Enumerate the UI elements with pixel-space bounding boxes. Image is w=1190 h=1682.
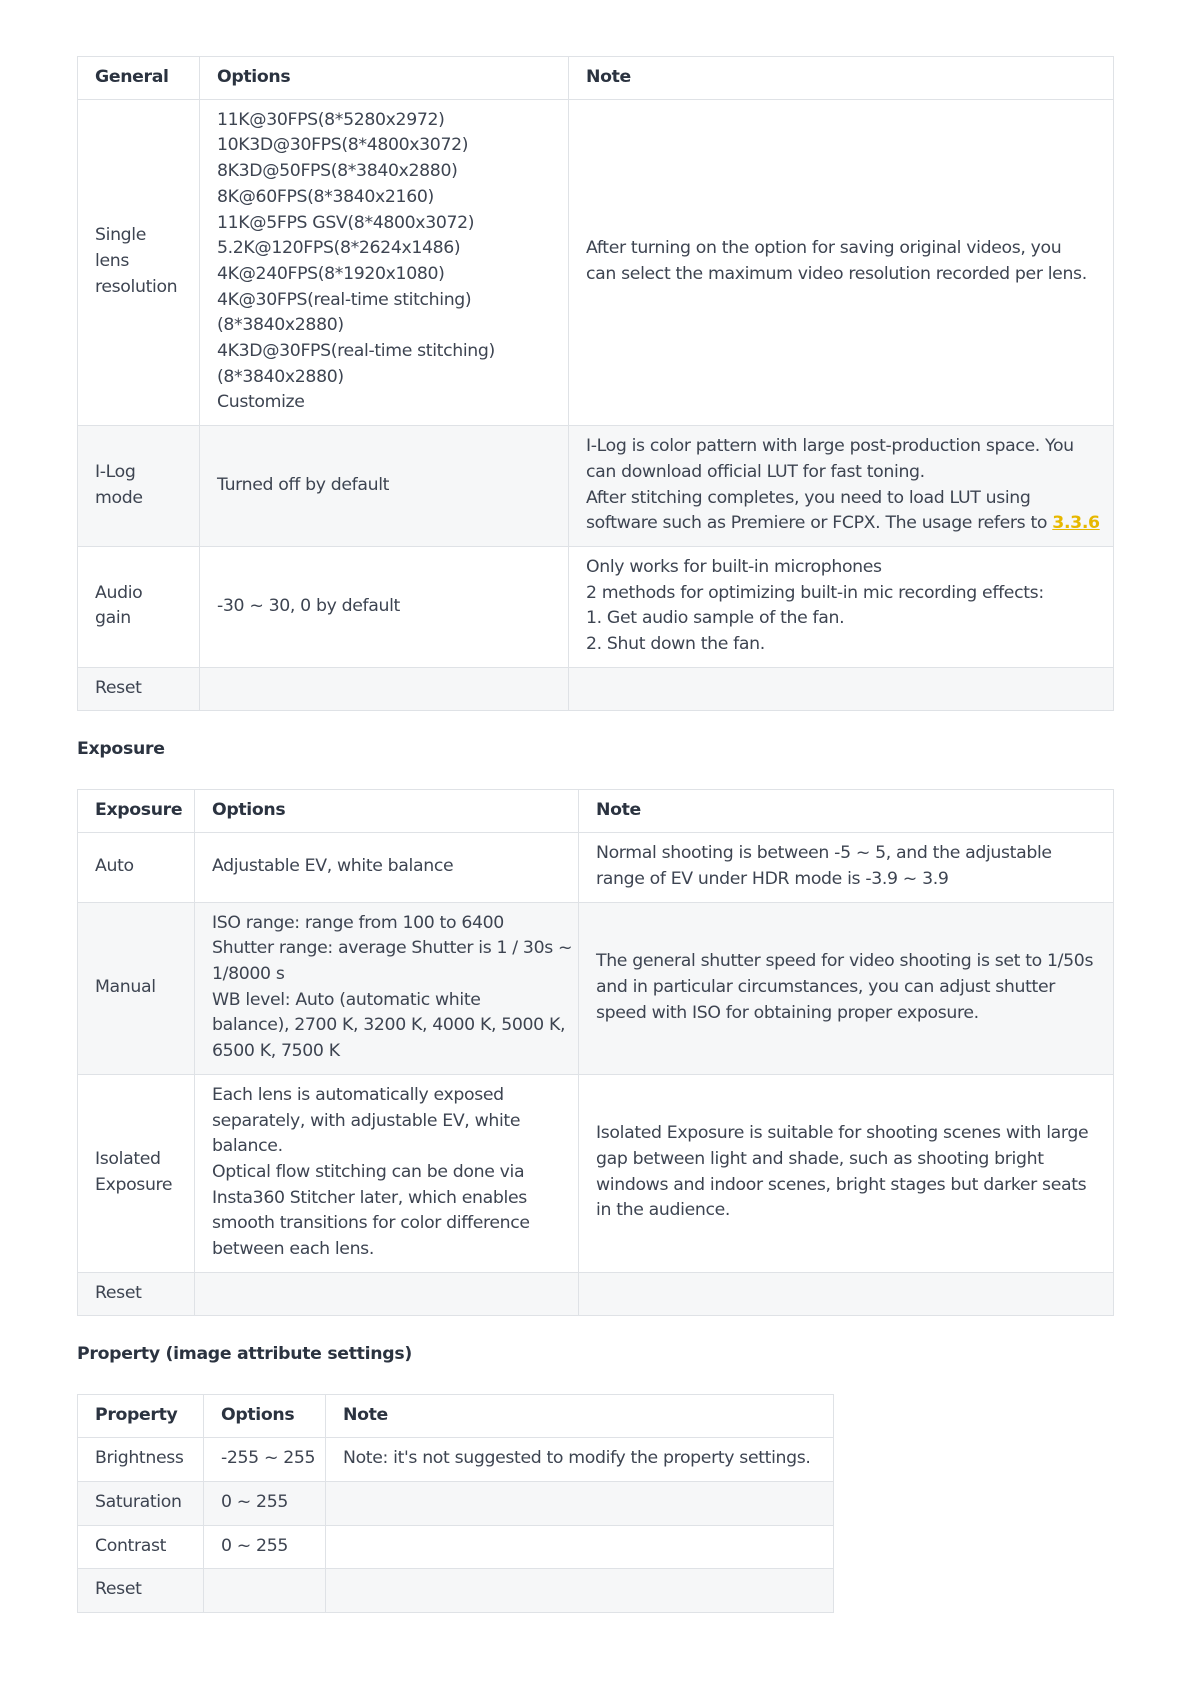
row-note-cell [326, 1438, 834, 1482]
table-header-row [78, 1395, 834, 1438]
cell-text-line: gap between light and shade, such as shooting bright [596, 1149, 1044, 1170]
table-row [78, 1481, 834, 1525]
cell-text-line: can download official LUT for fast toning. [586, 461, 925, 482]
row-label-cell [78, 426, 200, 547]
cell-text-line: Auto [95, 856, 134, 877]
cell-text-line [586, 511, 1100, 537]
cell-text-line: Normal shooting is between -5 ~ 5, and the adjustable [596, 843, 1052, 864]
cell-text-line: 0 ~ 255 [221, 1535, 288, 1556]
table-header-row [78, 57, 1114, 100]
cell-text-line: speed with ISO for obtaining proper exposure. [596, 1002, 979, 1023]
cell-text-line: Brightness [95, 1448, 184, 1469]
row-note-cell [569, 667, 1114, 711]
cell-text-line: Reset [95, 1579, 142, 1600]
cell-text-line: Optical flow stitching can be done via [212, 1161, 525, 1182]
cell-text-line: Each lens is automatically exposed [212, 1084, 504, 1105]
cell-text-line: Turned off by default [217, 474, 390, 495]
row-label-cell [78, 1272, 195, 1316]
cell-text-line: Shutter range: average Shutter is 1 / 30s ~ [212, 938, 573, 959]
row-options-cell [195, 1272, 579, 1316]
cell-text-line: 4K@240FPS(8*1920x1080) [217, 263, 445, 284]
cell-text-line: 1/8000 s [212, 963, 285, 984]
cell-text-line: After stitching completes, you need to load LUT using [586, 487, 1031, 508]
cell-text-line: 1. Get audio sample of the fan. [586, 608, 845, 629]
cell-text-line: After turning on the option for saving original videos, you [586, 238, 1062, 259]
cell-text-line: and in particular circumstances, you can adjust shutter [596, 976, 1056, 997]
general-table [77, 56, 1114, 711]
cell-text-line: Customize [217, 392, 305, 413]
cell-text-line: 0 ~ 255 [221, 1491, 288, 1512]
table-row [78, 1569, 834, 1613]
row-options-cell [195, 902, 579, 1074]
cell-text-line: Audio [95, 582, 143, 603]
cell-text-line: Reset [95, 677, 142, 698]
column-header: Exposure [78, 790, 195, 833]
cell-text-line: I-Log [95, 461, 136, 482]
table-row [78, 1525, 834, 1569]
cell-text-line: -30 ~ 30, 0 by default [217, 595, 400, 616]
note-text: software such as Premiere or FCPX. The usage refers to [586, 513, 1053, 534]
row-label-cell [78, 546, 200, 667]
cell-text-line: balance. [212, 1136, 283, 1157]
cell-text-line: -255 ~ 255 [221, 1448, 316, 1469]
cell-text-line: Single [95, 225, 147, 246]
cell-text-line: 11K@30FPS(8*5280x2972) [217, 109, 445, 130]
row-options-cell [200, 546, 569, 667]
cell-text-line: can select the maximum video resolution recorded per lens. [586, 263, 1087, 284]
cell-text-line: Adjustable EV, white balance [212, 856, 454, 877]
row-note-cell [569, 426, 1114, 547]
cell-text-line: 8K@60FPS(8*3840x2160) [217, 186, 434, 207]
column-header: General [78, 57, 200, 100]
cell-text-line: (8*3840x2880) [217, 315, 344, 336]
row-label-cell [78, 1438, 204, 1482]
row-note-cell [569, 99, 1114, 425]
row-label-cell [78, 99, 200, 425]
row-options-cell [204, 1481, 326, 1525]
cell-text-line: lens [95, 251, 129, 272]
row-note-cell [326, 1525, 834, 1569]
cell-text-line: 11K@5FPS GSV(8*4800x3072) [217, 212, 475, 233]
section-reference-link[interactable]: 3.3.6 [1052, 513, 1100, 534]
row-note-cell [579, 833, 1114, 902]
cell-text-line: Insta360 Stitcher later, which enables [212, 1187, 527, 1208]
column-header: Options [200, 57, 569, 100]
row-label-cell [78, 1481, 204, 1525]
cell-text-line: in the audience. [596, 1200, 731, 1221]
exposure-heading: Exposure [77, 739, 165, 760]
cell-text-line: Saturation [95, 1491, 182, 1512]
row-label-cell [78, 1525, 204, 1569]
row-label-cell [78, 1569, 204, 1613]
column-header: Options [204, 1395, 326, 1438]
row-options-cell [200, 426, 569, 547]
property-table [77, 1394, 834, 1613]
table-row [78, 1438, 834, 1482]
row-note-cell [326, 1569, 834, 1613]
cell-text-line: balance), 2700 K, 3200 K, 4000 K, 5000 K, [212, 1015, 566, 1036]
cell-text-line: between each lens. [212, 1239, 374, 1260]
row-label-cell [78, 833, 195, 902]
cell-text-line: (8*3840x2880) [217, 366, 344, 387]
cell-text-line: gain [95, 608, 131, 629]
cell-text-line: The general shutter speed for video shooting is set to 1/50s [596, 951, 1094, 972]
row-options-cell [195, 1074, 579, 1272]
table-row [78, 902, 1114, 1074]
row-options-cell [200, 667, 569, 711]
table-row [78, 667, 1114, 711]
cell-text-line: windows and indoor scenes, bright stages but darker seats [596, 1174, 1087, 1195]
cell-text-line: 2 methods for optimizing built-in mic recording effects: [586, 582, 1044, 603]
cell-text-line: separately, with adjustable EV, white [212, 1110, 521, 1131]
cell-text-line: Exposure [95, 1174, 173, 1195]
cell-text-line: Isolated [95, 1149, 161, 1170]
row-options-cell [200, 99, 569, 425]
cell-text-line: ISO range: range from 100 to 6400 [212, 912, 504, 933]
table-row [78, 1074, 1114, 1272]
row-label-cell [78, 1074, 195, 1272]
row-options-cell [195, 833, 579, 902]
row-note-cell [326, 1481, 834, 1525]
table-row [78, 833, 1114, 902]
table-row [78, 546, 1114, 667]
cell-text-line: 4K@30FPS(real-time stitching) [217, 289, 472, 310]
cell-text-line: smooth transitions for color difference [212, 1213, 530, 1234]
row-note-cell [579, 1272, 1114, 1316]
cell-text-line: 10K3D@30FPS(8*4800x3072) [217, 135, 469, 156]
cell-text-line: 8K3D@50FPS(8*3840x2880) [217, 161, 458, 182]
cell-text-line: range of EV under HDR mode is -3.9 ~ 3.9 [596, 868, 949, 889]
table-row [78, 426, 1114, 547]
row-options-cell [204, 1569, 326, 1613]
property-heading: Property (image attribute settings) [77, 1344, 412, 1365]
cell-text-line: 2. Shut down the fan. [586, 634, 765, 655]
cell-text-line: Only works for built-in microphones [586, 556, 882, 577]
row-options-cell [204, 1438, 326, 1482]
row-note-cell [579, 902, 1114, 1074]
table-row [78, 99, 1114, 425]
cell-text-line: I-Log is color pattern with large post-production space. You [586, 436, 1074, 457]
row-label-cell [78, 902, 195, 1074]
cell-text-line: WB level: Auto (automatic white [212, 989, 481, 1010]
column-header: Note [569, 57, 1114, 100]
cell-text-line: 4K3D@30FPS(real-time stitching) [217, 341, 495, 362]
row-options-cell [204, 1525, 326, 1569]
cell-text-line: Isolated Exposure is suitable for shooting scenes with large [596, 1123, 1089, 1144]
cell-text-line: Reset [95, 1282, 142, 1303]
row-label-cell [78, 667, 200, 711]
column-header: Note [326, 1395, 834, 1438]
column-header: Options [195, 790, 579, 833]
table-header-row [78, 790, 1114, 833]
cell-text-line: 5.2K@120FPS(8*2624x1486) [217, 238, 461, 259]
cell-text-line: 6500 K, 7500 K [212, 1041, 340, 1062]
cell-text-line: resolution [95, 276, 178, 297]
cell-text-line: Note: it's not suggested to modify the property settings. [343, 1448, 811, 1469]
row-note-cell [579, 1074, 1114, 1272]
column-header: Note [579, 790, 1114, 833]
table-row [78, 1272, 1114, 1316]
cell-text-line: mode [95, 487, 143, 508]
cell-text-line: Contrast [95, 1535, 167, 1556]
document-page [77, 56, 1113, 1613]
column-header: Property [78, 1395, 204, 1438]
cell-text-line: Manual [95, 976, 156, 997]
exposure-table [77, 789, 1114, 1316]
row-note-cell [569, 546, 1114, 667]
